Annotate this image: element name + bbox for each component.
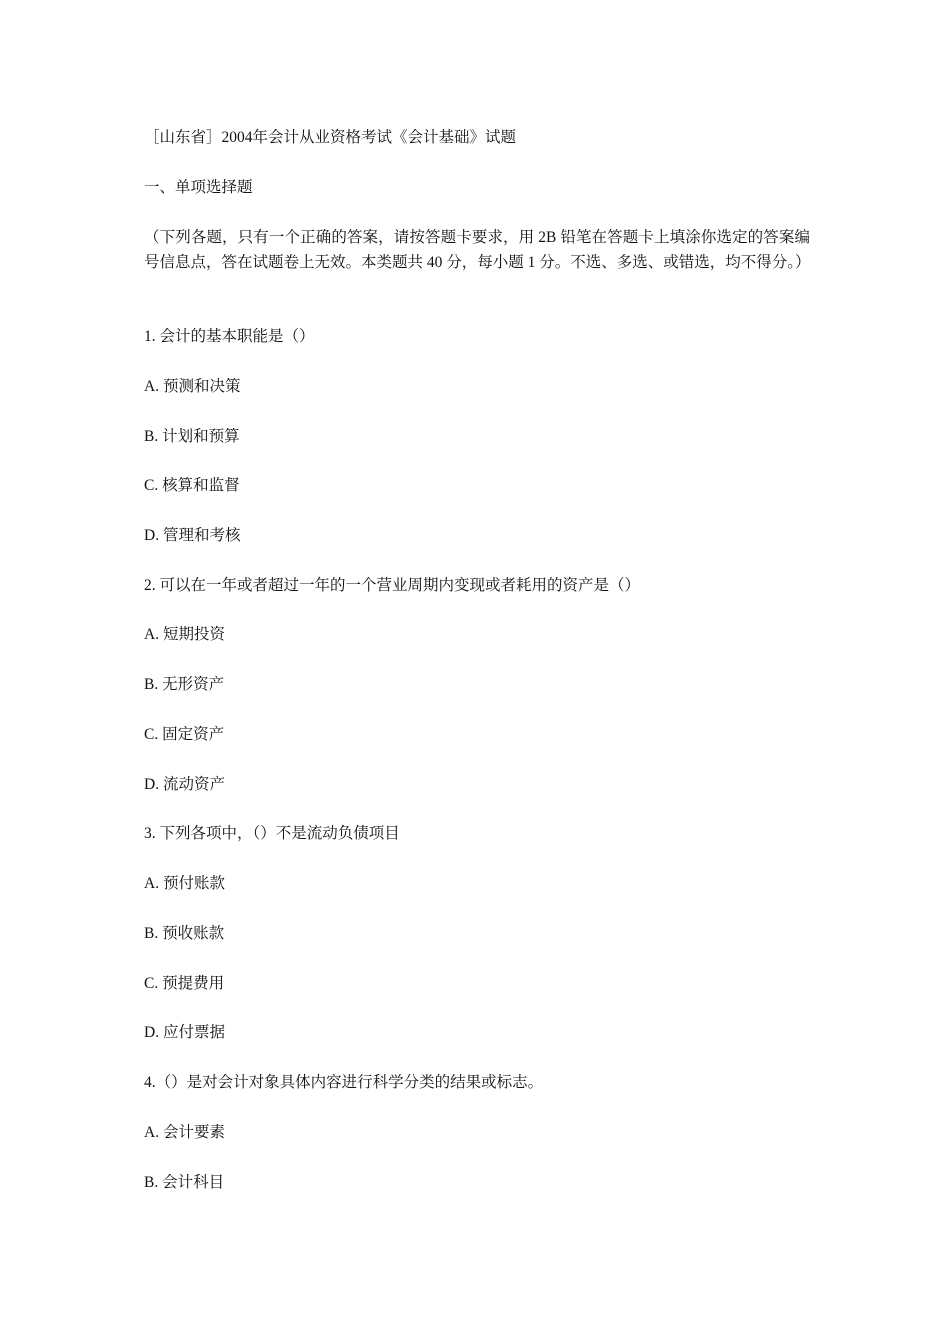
question-4-option-a: A. 会计要素 bbox=[144, 1124, 225, 1141]
question-1-option-c: C. 核算和监督 bbox=[144, 477, 240, 494]
question-4-option-b: B. 会计科目 bbox=[144, 1174, 225, 1191]
question-1-stem: 1. 会计的基本职能是（） bbox=[144, 328, 315, 345]
instructions-paragraph: （下列各题，只有一个正确的答案，请按答题卡要求，用 2B 铅笔在答题卡上填涂你选定的答案编号信息点，答在试题卷上无效。本类题共 40 分，每小题 1 分。不选、多选、或错选，均不得分。） bbox=[144, 229, 811, 271]
question-2-stem: 2. 可以在一年或者超过一年的一个营业周期内变现或者耗用的资产是（） bbox=[144, 577, 641, 594]
question-3-stem: 3. 下列各项中，（）不是流动负债项目 bbox=[144, 825, 400, 842]
question-3-option-c: C. 预提费用 bbox=[144, 975, 225, 992]
question-4-stem: 4.（）是对会计对象具体内容进行科学分类的结果或标志。 bbox=[144, 1074, 544, 1091]
document-title: ［山东省］2004年会计从业资格考试《会计基础》试题 bbox=[144, 129, 517, 146]
question-3-option-d: D. 应付票据 bbox=[144, 1024, 225, 1041]
question-1-option-b: B. 计划和预算 bbox=[144, 428, 240, 445]
question-2-option-d: D. 流动资产 bbox=[144, 776, 225, 793]
question-2-option-a: A. 短期投资 bbox=[144, 626, 225, 643]
question-1-option-d: D. 管理和考核 bbox=[144, 527, 241, 544]
question-2-option-b: B. 无形资产 bbox=[144, 676, 225, 693]
question-1-option-a: A. 预测和决策 bbox=[144, 378, 241, 395]
question-3-option-b: B. 预收账款 bbox=[144, 925, 225, 942]
question-3-option-a: A. 预付账款 bbox=[144, 875, 225, 892]
section-heading: 一、单项选择题 bbox=[144, 179, 253, 196]
question-2-option-c: C. 固定资产 bbox=[144, 726, 225, 743]
